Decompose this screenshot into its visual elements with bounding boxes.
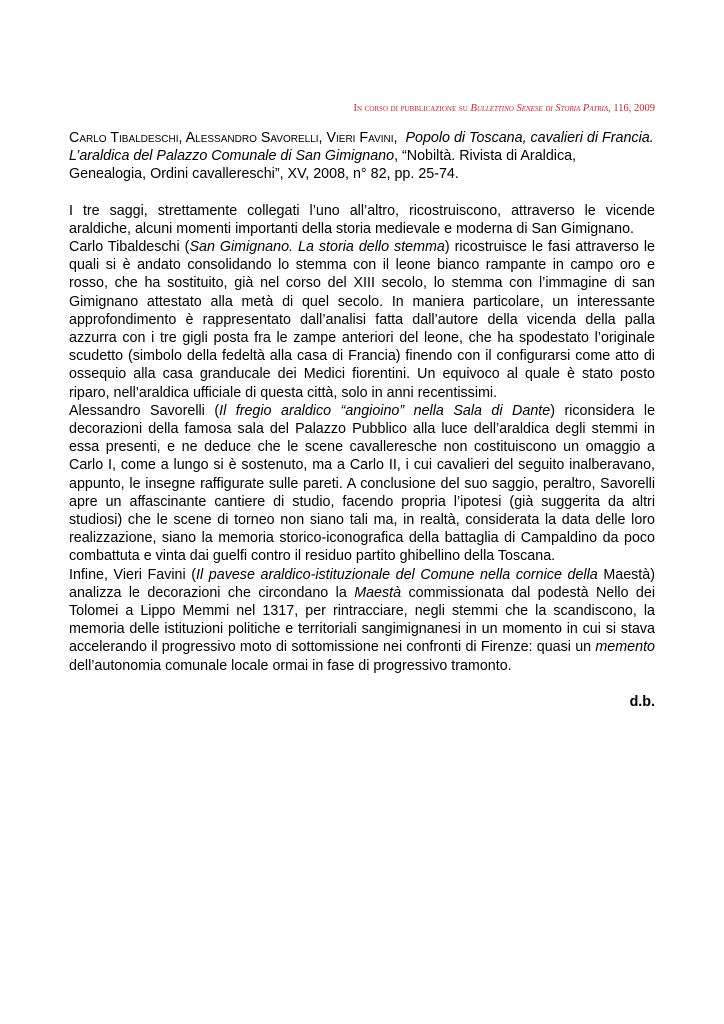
- author-signature: d.b.: [629, 693, 655, 710]
- citation-title: Popolo di Toscana, cavalieri di Francia. L’araldica del Palazzo Comunale di San Gimignano: [69, 130, 654, 165]
- p4-text-a: Maestà) analizza le decorazioni che circondano la: [69, 566, 655, 601]
- review-body: [69, 129, 655, 711]
- p4-text-c: dell’autonomia comunale locale ormai in fase di progressivo tramonto.: [69, 657, 512, 674]
- citation-details: , “Nobiltà. Rivista di Araldica, Genealogia, Ordini cavallereschi”, XV, 2008, n° 82, pp. 25-74.: [69, 148, 577, 183]
- p3-essay-title: Il fregio araldico “angioino” nella Sala di Dante: [219, 402, 551, 419]
- p2-text: ) ricostruisce le fasi attraverso le quali si è andato consolidando lo stemma con il leone bianco rampante in campo oro e rosso, che ha sostituito, già nel corso del XIII secolo, lo stemma con l’immagine di san Gimignano attestato alla metà di quel secolo. In maniera particolare, un interessante approfondimento è rappresentato dall’analisi fatta dall’autore della vicenda della palla azzurra con i tre gigli posta fra le zampe anteriori del leone, che ha spodestato l’originale scudetto (simbolo della fedeltà alla casa di Francia) finendo con il configurarsi come atto di ossequio alla casa granducale dei Medici fiorentini. Un equivoco al quale è stato posto riparo, nell’araldica ufficiale di questa città, solo in anni recentissimi.: [69, 239, 655, 401]
- header-suffix: , 116, 2009: [608, 103, 655, 114]
- header-journal: Bullettino Senese di Storia Patria: [470, 103, 609, 114]
- p2-essay-title: San Gimignano. La storia dello stemma: [189, 239, 445, 256]
- p4-essay-title: Il pavese araldico-istituzionale del Comune nella cornice della: [196, 566, 598, 583]
- citation-authors: Carlo Tibaldeschi, Alessandro Savorelli, Vieri Favini,: [69, 130, 398, 146]
- paragraph-tibaldeschi: [69, 238, 655, 402]
- paragraph-savorelli: [69, 402, 655, 566]
- p4-text-b: commissionata dal podestà Nello dei Tolomei a Lippo Memmi nel 1317, per rintracciare, negli stemmi che la scandiscono, la memoria delle istituzioni politiche e territoriali sangimignanesi in un momento in cui si stava accelerando il progressivo moto di sottomissione nei confronti di Firenze: quasi un: [69, 584, 656, 656]
- p4-lead: Infine, Vieri Favini (: [69, 566, 197, 583]
- p3-text: ) riconsidera le decorazioni della famosa sala del Palazzo Pubblico alla luce dell’araldica degli stemmi in essa presenti, e ne deduce che le scene cavalleresche non costituiscono un omaggio a Carlo I, come a lungo si è sostenuto, ma a Carlo II, i cui cavalieri del seguito inalberavano, appunto, le insegne raffigurate sulle pareti. A conclusione del suo saggio, peraltro, Savorelli apre un affascinante cantiere di studio, facendo propria l’ipotesi (già suggerita da altri studiosi) che le scene di torneo non siano tali ma, in realtà, considerata la data delle loro realizzazione, siano la memoria storico-iconografica della battaglia di Campaldino da poco combattuta e vinta dai guelfi contro il residuo partito ghibellino della Toscana.: [69, 402, 656, 565]
- p4-memento: memento: [595, 639, 655, 656]
- p2-lead: Carlo Tibaldeschi (: [69, 239, 190, 256]
- p3-lead: Alessandro Savorelli (: [69, 402, 220, 419]
- header-prefix: In corso di pubblicazione su: [353, 103, 471, 114]
- bibliographic-citation: [69, 129, 655, 184]
- p4-maesta: Maestà: [354, 584, 402, 601]
- running-header: [353, 103, 655, 114]
- paragraph-favini: [69, 566, 655, 675]
- paragraph-intro: I tre saggi, strettamente collegati l’uno all’altro, ricostruiscono, attraverso le vicende araldiche, alcuni momenti importanti della storia medievale e moderna di San Gimignano.: [69, 202, 655, 237]
